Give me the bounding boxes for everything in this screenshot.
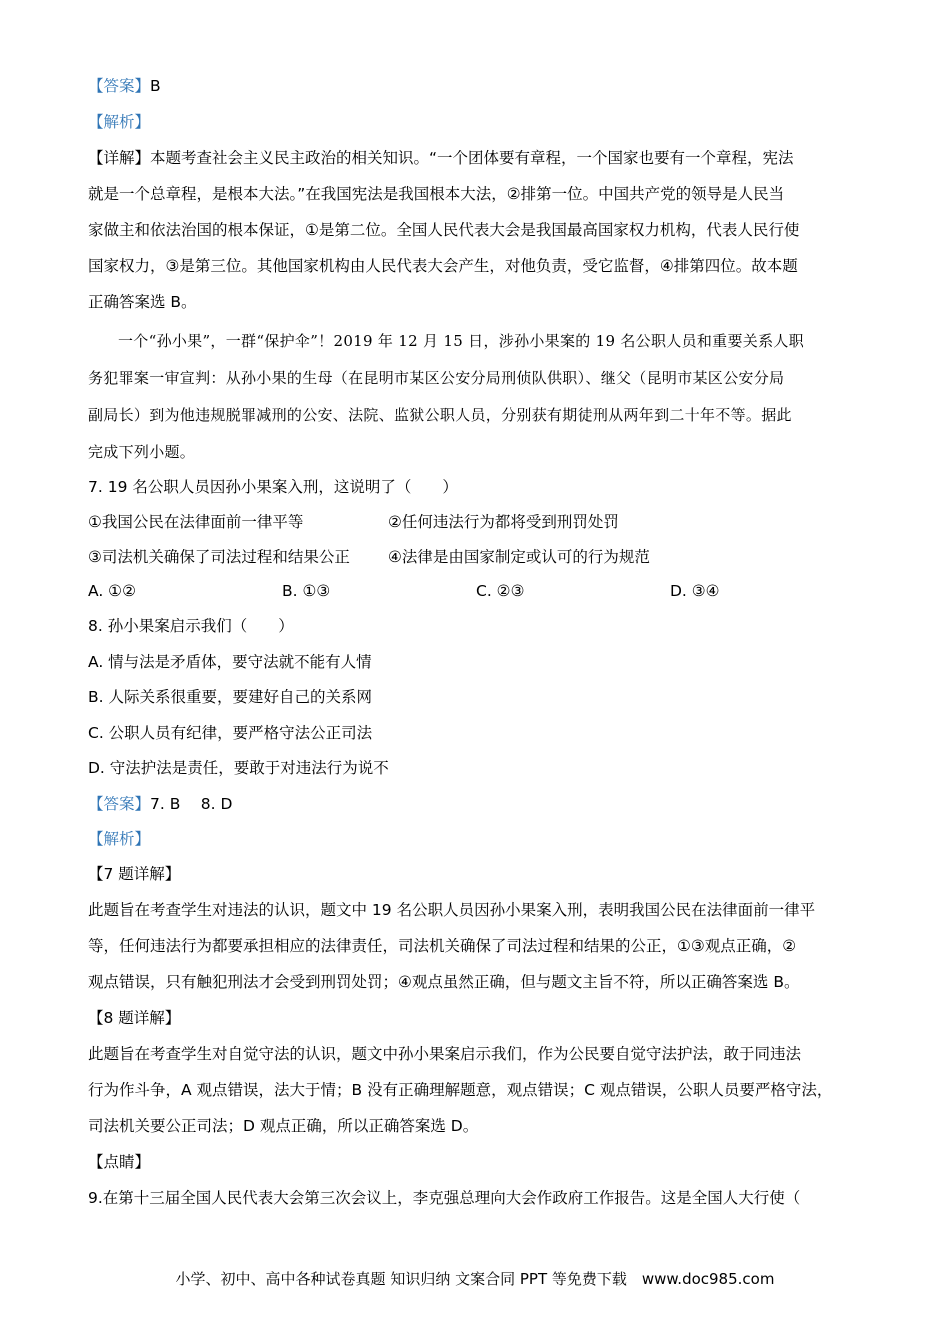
q7-statement-1: ①我国公民在法律面前一律平等 [88,513,304,531]
q8-option-a: A. 情与法是矛盾体，要守法就不能有人情 [88,653,372,671]
q8-stem: 8. 孙小果案启示我们（ ） [88,617,294,635]
detail-7-line: 等，任何违法行为都要承担相应的法律责任，司法机关确保了司法过程和结果的公正，①③观点正确，② [88,937,797,955]
q7-option-d: D. ③④ [670,582,720,600]
detail-7-title: 【7 题详解】 [88,865,181,883]
detail-line: 家做主和依法治国的根本保证，①是第二位。全国人民代表大会是我国最高国家权力机构，代表人民行使 [88,221,800,239]
detail-8-line: 行为作斗争，A 观点错误，法大于情；B 没有正确理解题意，观点错误；C 观点错误，公职人员要严格守法， [88,1081,833,1099]
detail-line: 就是一个总章程，是根本大法。”在我国宪法是我国根本大法，②排第一位。中国共产党的领导是人民当 [88,185,785,203]
answer-label: 【答案】 [88,77,151,95]
answer-value: B [150,77,161,95]
detail-line: 【详解】本题考查社会主义民主政治的相关知识。“一个团体要有章程，一个国家也要有一个章程，宪法 [88,149,794,167]
q7-option-c: C. ②③ [476,582,525,600]
detail-8-line: 司法机关要公正司法；D 观点正确，所以正确答案选 D。 [88,1117,479,1135]
detail-7-line: 此题旨在考查学生对违法的认识，题文中 19 名公职人员因孙小果案入刑，表明我国公民在法律面前一律平 [88,901,816,919]
comment-label: 【点睛】 [88,1153,151,1171]
passage-line: 务犯罪案一审宣判：从孙小果的生母（在昆明市某区公安分局刑侦队供职）、继父（昆明市某区公安分局 [88,369,785,387]
answer-line-1 [88,75,878,97]
detail-line: 国家权力，③是第三位。其他国家机构由人民代表大会产生，对他负责，受它监督，④排第四位。故本题 [88,257,798,275]
q7-statement-3: ③司法机关确保了司法过程和结果公正 [88,548,350,566]
answer-line-2 [88,793,878,815]
detail-8-line: 此题旨在考查学生对自觉守法的认识，题文中孙小果案启示我们，作为公民要自觉守法护法，敢于同违法 [88,1045,802,1063]
q8-option-d: D. 守法护法是责任，要敢于对违法行为说不 [88,759,389,777]
q7-statement-4: ④法律是由国家制定或认可的行为规范 [388,548,650,566]
answer-value: 7. B 8. D [150,795,233,813]
q8-option-c: C. 公职人员有纪律，要严格守法公正司法 [88,724,373,742]
passage-line: 一个“孙小果”，一群“保护伞”！2019 年 12 月 15 日，涉孙小果案的 19 名公职人员和重要关系人职 [118,332,804,350]
q9-stem: 9.在第十三届全国人民代表大会第三次会议上，李克强总理向大会作政府工作报告。这是全国人大行使（ [88,1189,801,1207]
detail-line: 正确答案选 B。 [88,293,197,311]
q7-option-b: B. ①③ [282,582,331,600]
q7-stem: 7. 19 名公职人员因孙小果案入刑，这说明了（ ） [88,478,458,496]
passage-line: 副局长）到为他违规脱罪减刑的公安、法院、监狱公职人员，分别获有期徒刑从两年到二十年不等。据此 [88,406,792,424]
passage-line: 完成下列小题。 [88,443,196,461]
q7-option-a: A. ①② [88,582,136,600]
answer-label: 【答案】 [88,795,151,813]
detail-8-title: 【8 题详解】 [88,1009,181,1027]
detail-7-line: 观点错误，只有触犯刑法才会受到刑罚处罚；④观点虽然正确，但与题文主旨不符，所以正确答案选 B。 [88,973,800,991]
q7-statement-2: ②任何违法行为都将受到刑罚处罚 [388,513,619,531]
q8-option-b: B. 人际关系很重要，要建好自己的关系网 [88,688,372,706]
analysis-label-1: 【解析】 [88,113,151,131]
page-footer: 小学、初中、高中各种试卷真题 知识归纳 文案合同 PPT 等免费下载 www.doc985.com [175,1270,775,1288]
analysis-label-2: 【解析】 [88,830,151,848]
